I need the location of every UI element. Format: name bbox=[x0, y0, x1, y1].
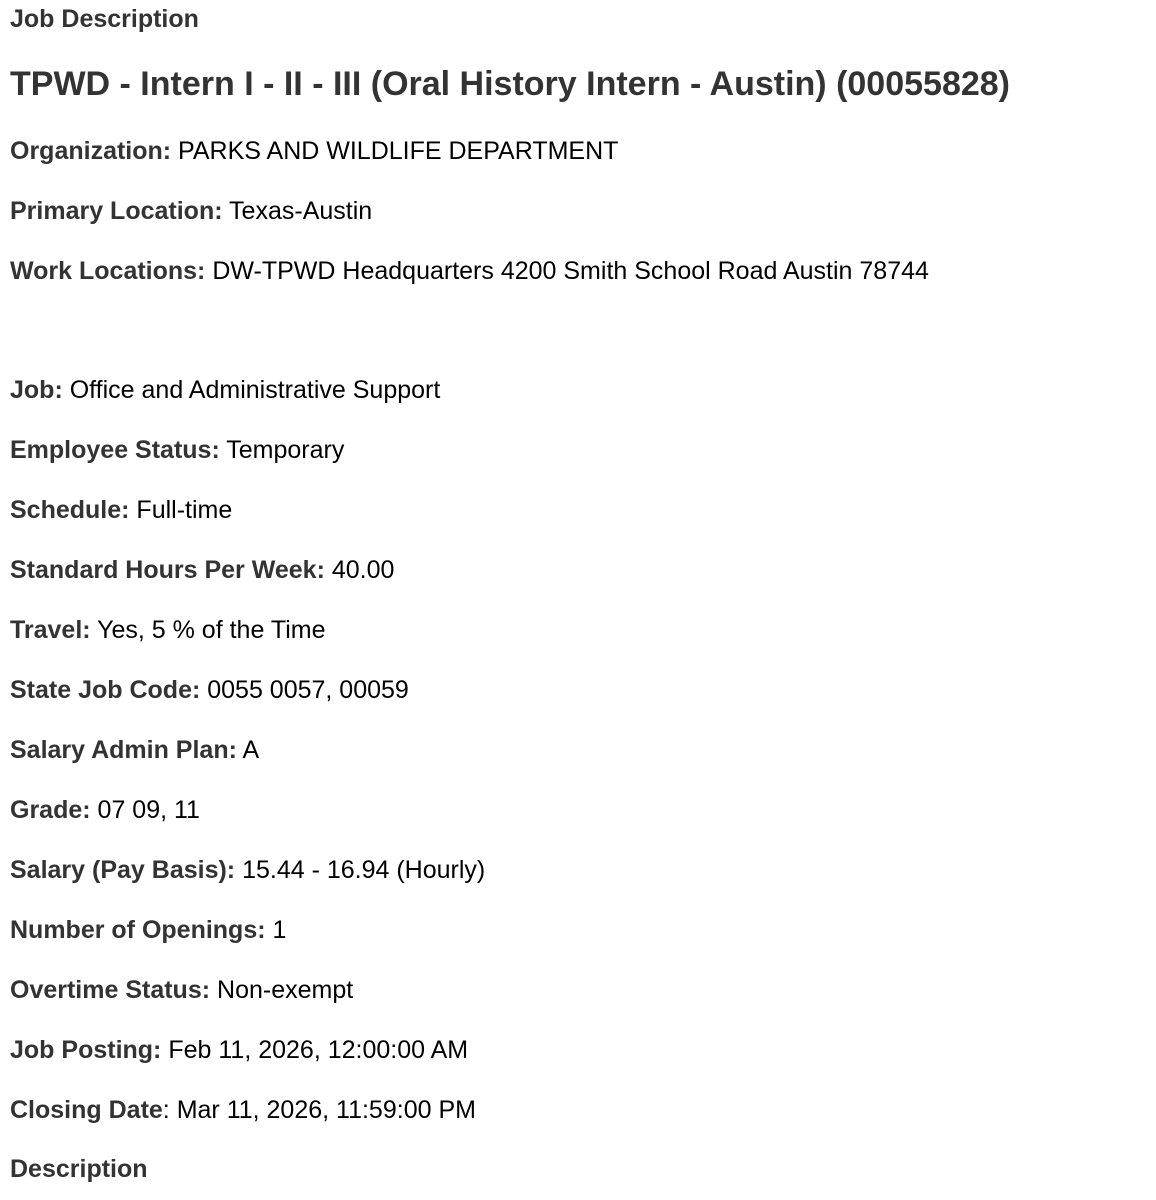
field-label: Salary Admin Plan: bbox=[10, 736, 237, 764]
description-heading: Description bbox=[10, 1155, 148, 1183]
field-value: 15.44 - 16.94 (Hourly) bbox=[235, 856, 486, 884]
field-label: Closing Date bbox=[10, 1096, 163, 1124]
field-value: 40.00 bbox=[324, 556, 395, 584]
field-value: Feb 11, 2026, 12:00:00 AM bbox=[161, 1036, 469, 1064]
field-label: Grade: bbox=[10, 796, 91, 824]
field-salary bbox=[10, 854, 485, 886]
field-label: Work Locations: bbox=[10, 257, 206, 285]
field-label: Overtime Status: bbox=[10, 976, 211, 1004]
field-employee-status bbox=[10, 434, 344, 466]
field-label: State Job Code: bbox=[10, 676, 201, 704]
field-standard-hours bbox=[10, 554, 394, 586]
field-label: Primary Location: bbox=[10, 197, 223, 225]
field-value: Office and Administrative Support bbox=[62, 376, 441, 404]
section-title: Job Description bbox=[10, 5, 199, 33]
field-value: 0055 0057, 00059 bbox=[200, 676, 409, 704]
field-salary-admin-plan bbox=[10, 734, 259, 766]
field-value: Yes, 5 % of the Time bbox=[90, 616, 326, 644]
field-closing-date bbox=[10, 1094, 476, 1126]
field-value: 07 09, 11 bbox=[90, 796, 200, 824]
field-value: : Mar 11, 2026, 11:59:00 PM bbox=[162, 1096, 476, 1124]
field-label: Job: bbox=[10, 376, 63, 404]
field-value: PARKS AND WILDLIFE DEPARTMENT bbox=[171, 137, 619, 165]
field-value: A bbox=[236, 736, 260, 764]
field-grade bbox=[10, 794, 200, 826]
field-primary-location bbox=[10, 195, 372, 227]
field-organization bbox=[10, 135, 618, 167]
field-state-job-code bbox=[10, 674, 409, 706]
field-label: Schedule: bbox=[10, 496, 130, 524]
field-label: Employee Status: bbox=[10, 436, 220, 464]
field-schedule bbox=[10, 494, 232, 526]
field-job-posting bbox=[10, 1034, 468, 1066]
field-label: Salary (Pay Basis): bbox=[10, 856, 236, 884]
field-label: Number of Openings: bbox=[10, 916, 266, 944]
field-label: Organization: bbox=[10, 137, 172, 165]
field-label: Standard Hours Per Week: bbox=[10, 556, 325, 584]
field-work-locations bbox=[10, 255, 929, 287]
field-value: Texas-Austin bbox=[222, 197, 373, 225]
field-overtime-status bbox=[10, 974, 353, 1006]
field-value: Full-time bbox=[129, 496, 233, 524]
field-label: Travel: bbox=[10, 616, 91, 644]
field-number-of-openings bbox=[10, 914, 286, 946]
job-title: TPWD - Intern I - II - III (Oral History Intern - Austin) (00055828) bbox=[10, 65, 1010, 103]
field-label: Job Posting: bbox=[10, 1036, 162, 1064]
field-value: Temporary bbox=[219, 436, 345, 464]
field-value: Non-exempt bbox=[210, 976, 354, 1004]
field-value: 1 bbox=[265, 916, 287, 944]
field-value: DW-TPWD Headquarters 4200 Smith School Road Austin 78744 bbox=[205, 257, 929, 285]
field-travel bbox=[10, 614, 325, 646]
field-job bbox=[10, 374, 440, 406]
